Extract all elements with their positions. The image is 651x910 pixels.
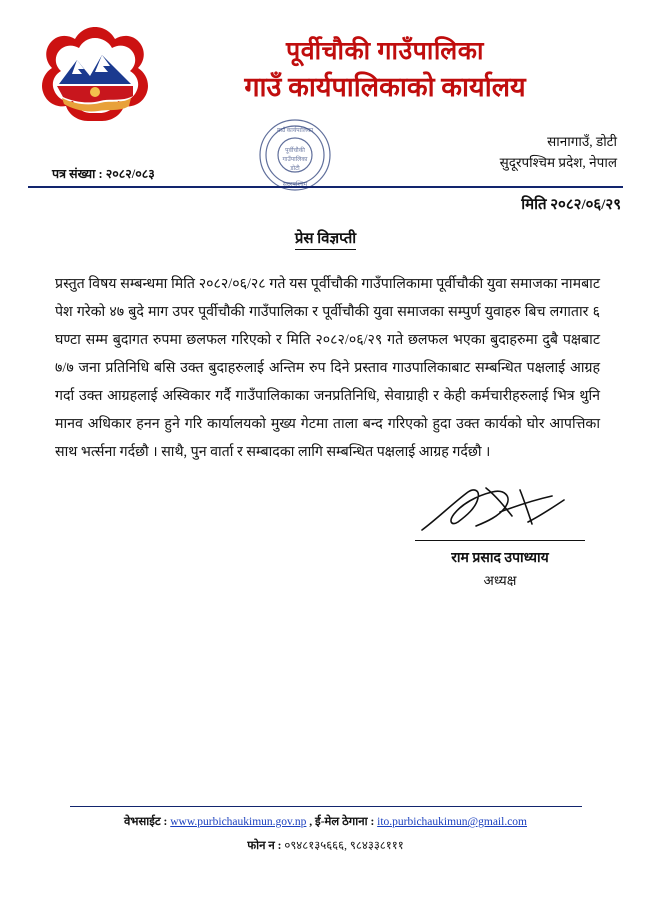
address-line-2: सुदूरपश्चिम प्रदेश, नेपाल <box>499 154 617 170</box>
letter-date: मिति २०८२/०६/२९ <box>521 197 621 213</box>
signature-line <box>415 540 585 541</box>
email-label: , ई-मेल ठेगाना : <box>309 816 375 828</box>
header-divider <box>28 186 623 188</box>
footer-contact-row <box>0 812 651 834</box>
email-link[interactable]: ito.purbichaukimun@gmail.com <box>377 816 527 828</box>
website-label: वेभसाईट : <box>123 816 168 828</box>
phone-value: ०९४८१३५६६६, ९८४३३८१११ <box>284 839 404 852</box>
official-seal-stamp <box>256 116 334 194</box>
svg-text:पूर्वीचौकी: पूर्वीचौकी <box>285 148 305 154</box>
signatory-post: अध्यक्ष <box>483 573 517 588</box>
government-title: पूर्वीचौकी गाउँपालिका <box>286 38 484 65</box>
svg-text:डोटी: डोटी <box>290 166 300 172</box>
svg-text:गाउँपालिका: गाउँपालिका <box>282 157 308 163</box>
signature-block <box>395 482 605 589</box>
signatory-name: राम प्रसाद उपाध्याय <box>451 551 549 566</box>
office-address <box>500 132 617 174</box>
document-footer <box>0 812 651 858</box>
svg-text:गाउँ कार्यपालिका: गाउँ कार्यपालिका <box>276 128 314 134</box>
svg-text:सुदूरपश्चिम: सुदूरपश्चिम <box>282 182 308 188</box>
document-body <box>55 270 600 466</box>
body-paragraph: प्रस्तुत विषय सम्बन्धमा मिति २०८२/०६/२८ गते यस पूर्वीचौकी गाउँपालिकामा पूर्वीचौकी युवा समाजका नामबाट पेश गरेको ४७ बुदे माग उपर पूर्वीचौकी गाउँपालिका र पूर्वीचौकी युवा समाजका सम्पुर्ण युवाहरु बिच लगातार ६ घण्टा सम्म बुदागत रुपमा छलफल गरिएको र मिति २०८२/०६/२९ गते छलफल भएका बुदाहरुमा दुबै पक्षबाट ७/७ जना प्रतिनिधि बसि उक्त बुदाहरुलाई अन्तिम रुप दिने प्रस्ताव गाउपालिकाबाट सम्बन्धित पक्षलाई आग्रह गर्दा उक्त आग्रहलाई अस्विकार गर्दै गाउँपालिकाका जनप्रतिनिधि, सेवाग्राही र केही कर्मचारीहरुलाई भित्र थुनि मानव अधिकार हनन हुने गरि कार्यालयको मुख्य गेटमा ताला बन्द गरिएको हुदा उक्त कार्यको घोर आपत्तिका साथ भर्त्सना गर्दछौ । साथै, पुन वार्ता र सम्बादका लागि सम्बन्धित पक्षलाई आग्रह गर्दछौ । <box>55 276 600 460</box>
nepal-emblem-icon <box>34 22 156 126</box>
office-title: गाउँ कार्यपालिकाको कार्यालय <box>244 72 526 103</box>
footer-phone-row <box>0 836 651 858</box>
document-subject <box>0 228 651 248</box>
document-subject-text: प्रेस विज्ञप्ती <box>295 231 356 250</box>
letter-number: पत्र संख्या : २०८२/०८३ <box>52 167 155 181</box>
footer-divider <box>70 806 582 807</box>
address-line-1: सानागाउँ, डोटी <box>547 134 617 149</box>
header-title-block <box>150 36 620 105</box>
phone-label: फोन न : <box>247 839 282 852</box>
letterhead <box>0 0 651 188</box>
website-link[interactable]: www.purbichaukimun.gov.np <box>170 816 307 828</box>
handwritten-signature <box>395 482 605 540</box>
